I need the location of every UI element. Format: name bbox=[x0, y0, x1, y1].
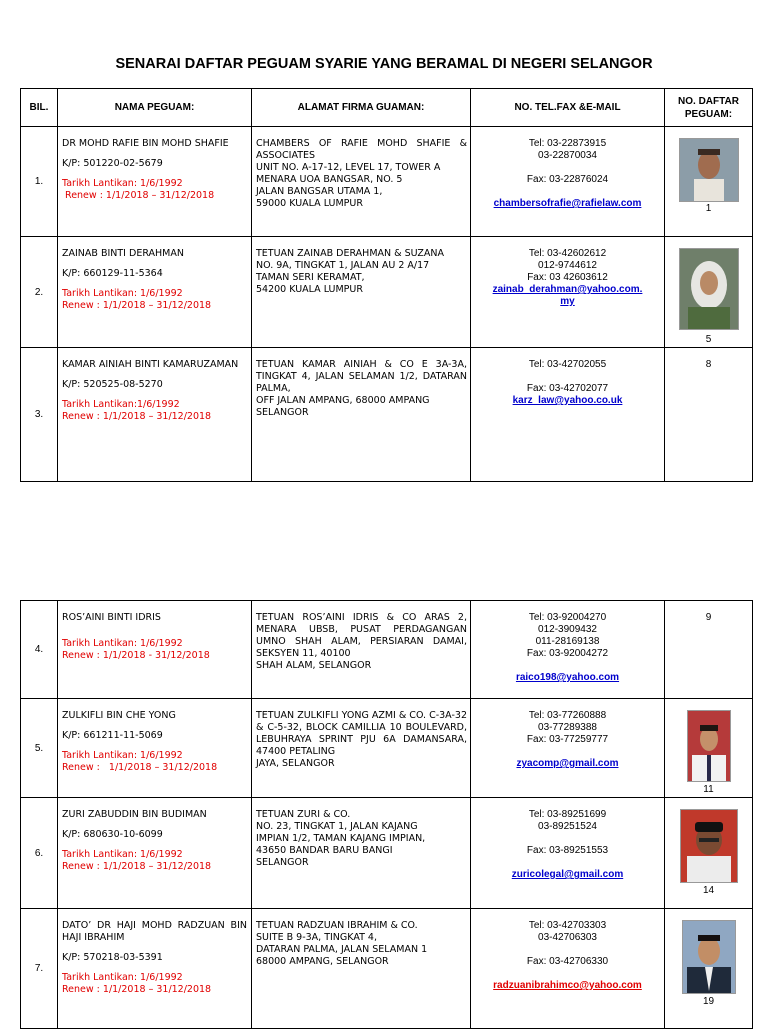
fax-number: Fax: 03-89251553 bbox=[526, 845, 609, 856]
firm-address-cell bbox=[252, 237, 471, 348]
phone-number: 011-28169138 bbox=[535, 636, 600, 647]
lawyer-name-cell bbox=[58, 601, 252, 699]
ic-number: K/P: 661211-11-5069 bbox=[62, 730, 163, 741]
firm-address-cell bbox=[252, 699, 471, 798]
lawyer-name-cell bbox=[58, 909, 252, 1029]
header-row bbox=[21, 89, 753, 127]
appointment-date: Tarikh Lantikan: 1/6/1992 bbox=[62, 750, 183, 761]
phone-number: 03-22870034 bbox=[538, 150, 597, 161]
registration-cell bbox=[665, 798, 753, 909]
renewal-period: Renew : 1/1/2018 – 31/12/2018 bbox=[62, 984, 212, 995]
registration-number: 1 bbox=[705, 203, 712, 214]
row-number: 3. bbox=[21, 348, 58, 482]
phone-number: Tel: 03-42703303 bbox=[528, 920, 607, 931]
registration-cell bbox=[665, 909, 753, 1029]
table-row bbox=[21, 127, 753, 237]
address-line: DATARAN PALMA, JALAN SELAMAN 1 bbox=[256, 944, 428, 955]
row-number: 5. bbox=[21, 699, 58, 798]
lawyer-name: ZAINAB BINTI DERAHMAN bbox=[62, 248, 184, 259]
row-number: 2. bbox=[21, 237, 58, 348]
lawyer-name: ZULKIFLI BIN CHE YONG bbox=[62, 710, 176, 721]
phone-number: 03-89251524 bbox=[538, 821, 597, 832]
fax-number: Fax: 03-22876024 bbox=[526, 174, 609, 185]
firm-address-cell bbox=[252, 127, 471, 237]
lawyer-name: KAMAR AINIAH BINTI KAMARUZAMAN bbox=[62, 359, 239, 370]
table-row bbox=[21, 798, 753, 909]
address-line: TETUAN RADZUAN IBRAHIM & CO. bbox=[256, 920, 418, 931]
appointment-date: Tarikh Lantikan: 1/6/1992 bbox=[62, 638, 183, 649]
phone-number: Tel: 03-92004270 bbox=[528, 612, 607, 623]
lawyer-name: DATO’ DR HAJI MOHD RADZUAN BIN HAJI IBRAHIM bbox=[62, 920, 247, 943]
address-line: SELANGOR bbox=[256, 857, 309, 868]
appointment-date: Tarikh Lantikan:1/6/1992 bbox=[62, 399, 180, 410]
email-link[interactable]: zuricolegal@gmail.com bbox=[511, 869, 624, 880]
phone-number: Tel: 03-42702055 bbox=[528, 359, 607, 370]
lawyer-name: ROS’AINI BINTI IDRIS bbox=[62, 612, 161, 623]
registration-cell bbox=[665, 601, 753, 699]
address-line: TETUAN ROS’AINI IDRIS & CO ARAS 2, MENARA UBSB, PUSAT PERDAGANGAN UMNO SHAH ALAM, PERSIARAN DAMAI, SEKSYEN 11, 40100 bbox=[256, 612, 467, 659]
lawyer-name-cell bbox=[58, 127, 252, 237]
fax-number: Fax: 03-92004272 bbox=[526, 648, 609, 659]
ic-number: K/P: 501220-02-5679 bbox=[62, 158, 163, 169]
contact-cell bbox=[471, 127, 665, 237]
registration-number: 9 bbox=[705, 612, 712, 623]
address-line: IMPIAN 1/2, TAMAN KAJANG IMPIAN, bbox=[256, 833, 426, 844]
contact-cell bbox=[471, 348, 665, 482]
address-line: MENARA UOA BANGSAR, NO. 5 bbox=[256, 174, 403, 185]
registration-number: 11 bbox=[703, 784, 714, 795]
appointment-date: Tarikh Lantikan: 1/6/1992 bbox=[62, 288, 183, 299]
email-link[interactable]: zyacomp@gmail.com bbox=[516, 758, 619, 769]
registration-number: 19 bbox=[702, 996, 715, 1007]
fax-number: Fax: 03-42706330 bbox=[526, 956, 609, 967]
email-link[interactable]: raico198@yahoo.com bbox=[515, 672, 620, 683]
ic-number: K/P: 680630-10-6099 bbox=[62, 829, 163, 840]
lawyer-photo bbox=[679, 248, 739, 330]
lawyer-name: ZURI ZABUDDIN BIN BUDIMAN bbox=[62, 809, 207, 820]
address-line: 59000 KUALA LUMPUR bbox=[256, 198, 363, 209]
address-line: TETUAN ZURI & CO. bbox=[256, 809, 351, 820]
lawyer-photo bbox=[687, 710, 731, 782]
phone-number: 012-3909432 bbox=[538, 624, 597, 635]
address-line: SUITE B 9-3A, TINGKAT 4, bbox=[256, 932, 377, 943]
ic-number: K/P: 570218-03-5391 bbox=[62, 952, 163, 963]
address-line: TAMAN SERI KERAMAT, bbox=[256, 272, 365, 283]
renewal-period: Renew : 1/1/2018 – 31/12/2018 bbox=[62, 861, 212, 872]
phone-number: Tel: 03-77260888 bbox=[528, 710, 607, 721]
renewal-period: Renew : 1/1/2018 – 31/12/2018 bbox=[62, 190, 215, 201]
renewal-period: Renew : 1/1/2018 – 31/12/2018 bbox=[62, 762, 218, 773]
lawyer-name-cell bbox=[58, 348, 252, 482]
registration-cell bbox=[665, 699, 753, 798]
lawyer-photo bbox=[679, 138, 739, 202]
header-tel: NO. TEL.FAX &E-MAIL bbox=[471, 89, 665, 127]
header-nama: NAMA PEGUAM: bbox=[58, 89, 252, 127]
address-line: JAYA, SELANGOR bbox=[256, 758, 335, 769]
appointment-date: Tarikh Lantikan: 1/6/1992 bbox=[62, 849, 183, 860]
contact-cell bbox=[471, 237, 665, 348]
address-line: 68000 AMPANG, SELANGOR bbox=[256, 956, 389, 967]
table-row bbox=[21, 909, 753, 1029]
address-line: JALAN BANGSAR UTAMA 1, bbox=[256, 186, 383, 197]
address-line: SELANGOR bbox=[256, 407, 309, 418]
address-line: NO. 9A, TINGKAT 1, JALAN AU 2 A/17 bbox=[256, 260, 430, 271]
page-title: SENARAI DAFTAR PEGUAM SYARIE YANG BERAMAL DI NEGERI SELANGOR bbox=[115, 56, 653, 72]
header-bil: BIL. bbox=[21, 89, 58, 127]
lawyer-name-cell bbox=[58, 237, 252, 348]
fax-number: Fax: 03 42603612 bbox=[527, 272, 608, 283]
lawyer-name-cell bbox=[58, 798, 252, 909]
lawyer-table-2 bbox=[20, 600, 753, 1029]
address-line: 54200 KUALA LUMPUR bbox=[256, 284, 363, 295]
lawyer-photo bbox=[682, 920, 736, 994]
contact-cell bbox=[471, 798, 665, 909]
address-line: OFF JALAN AMPANG, 68000 AMPANG bbox=[256, 395, 430, 406]
ic-number: K/P: 520525-08-5270 bbox=[62, 379, 163, 390]
firm-address-cell bbox=[252, 601, 471, 699]
address-line: TETUAN ZAINAB DERAHMAN & SUZANA bbox=[256, 248, 444, 259]
address-line: NO. 23, TINGKAT 1, JALAN KAJANG bbox=[256, 821, 418, 832]
fax-number: Fax: 03-42702077 bbox=[526, 383, 609, 394]
table-row bbox=[21, 348, 753, 482]
table-row bbox=[21, 699, 753, 798]
registration-cell bbox=[665, 237, 753, 348]
lawyer-photo bbox=[680, 809, 738, 883]
email-link[interactable]: zainab_derahman@yahoo.com. bbox=[492, 284, 643, 295]
registration-number: 8 bbox=[705, 359, 712, 370]
lawyer-name: DR MOHD RAFIE BIN MOHD SHAFIE bbox=[62, 138, 229, 149]
firm-address-cell bbox=[252, 348, 471, 482]
address-line: TETUAN ZULKIFLI YONG AZMI & CO. C-3A-32 & C-5-32, BLOCK CAMILLIA 10 BOULEVARD, LEBUHRAYA SPRINT PJU 6A DAMANSARA, 47400 PETALING bbox=[256, 710, 467, 757]
email-link[interactable]: chambersofrafie@rafielaw.com bbox=[493, 198, 642, 209]
row-number: 6. bbox=[21, 798, 58, 909]
renewal-period: Renew : 1/1/2018 – 31/12/2018 bbox=[62, 300, 212, 311]
appointment-date: Tarikh Lantikan: 1/6/1992 bbox=[62, 178, 183, 189]
address-line: TETUAN KAMAR AINIAH & CO E 3A-3A, TINGKAT 4, JALAN SELAMAN 1/2, DATARAN PALMA, bbox=[256, 359, 467, 394]
lawyer-table-1 bbox=[20, 88, 753, 482]
phone-number: 012-9744612 bbox=[538, 260, 597, 271]
renewal-period: Renew : 1/1/2018 - 31/12/2018 bbox=[62, 650, 210, 661]
address-line: SHAH ALAM, SELANGOR bbox=[256, 660, 372, 671]
row-number: 1. bbox=[21, 127, 58, 237]
appointment-date: Tarikh Lantikan: 1/6/1992 bbox=[62, 972, 183, 983]
phone-number: 03-77289388 bbox=[538, 722, 597, 733]
firm-address-cell bbox=[252, 909, 471, 1029]
email-link[interactable]: radzuanibrahimco@yahoo.com bbox=[493, 980, 642, 991]
phone-number: Tel: 03-22873915 bbox=[528, 138, 607, 149]
registration-cell bbox=[665, 127, 753, 237]
registration-number: 5 bbox=[705, 334, 712, 345]
firm-address-cell bbox=[252, 798, 471, 909]
email-link-continued[interactable]: my bbox=[560, 296, 575, 307]
phone-number: 03-42706303 bbox=[538, 932, 597, 943]
row-number: 4. bbox=[21, 601, 58, 699]
address-line: 43650 BANDAR BARU BANGI bbox=[256, 845, 393, 856]
contact-cell bbox=[471, 909, 665, 1029]
registration-cell bbox=[665, 348, 753, 482]
phone-number: Tel: 03-42602612 bbox=[528, 248, 607, 259]
fax-number: Fax: 03-77259777 bbox=[526, 734, 609, 745]
row-number: 7. bbox=[21, 909, 58, 1029]
table-row bbox=[21, 601, 753, 699]
phone-number: Tel: 03-89251699 bbox=[528, 809, 607, 820]
contact-cell bbox=[471, 699, 665, 798]
address-line: CHAMBERS OF RAFIE MOHD SHAFIE & ASSOCIATES bbox=[256, 138, 467, 161]
renewal-period: Renew : 1/1/2018 – 31/12/2018 bbox=[62, 411, 212, 422]
table-row bbox=[21, 237, 753, 348]
registration-number: 14 bbox=[702, 885, 715, 896]
ic-number: K/P: 660129-11-5364 bbox=[62, 268, 163, 279]
address-line: UNIT NO. A-17-12, LEVEL 17, TOWER A bbox=[256, 162, 441, 173]
contact-cell bbox=[471, 601, 665, 699]
header-alamat: ALAMAT FIRMA GUAMAN: bbox=[252, 89, 471, 127]
header-daftar: NO. DAFTAR PEGUAM: bbox=[665, 89, 753, 127]
lawyer-name-cell bbox=[58, 699, 252, 798]
email-link[interactable]: karz_law@yahoo.co.uk bbox=[512, 395, 623, 406]
